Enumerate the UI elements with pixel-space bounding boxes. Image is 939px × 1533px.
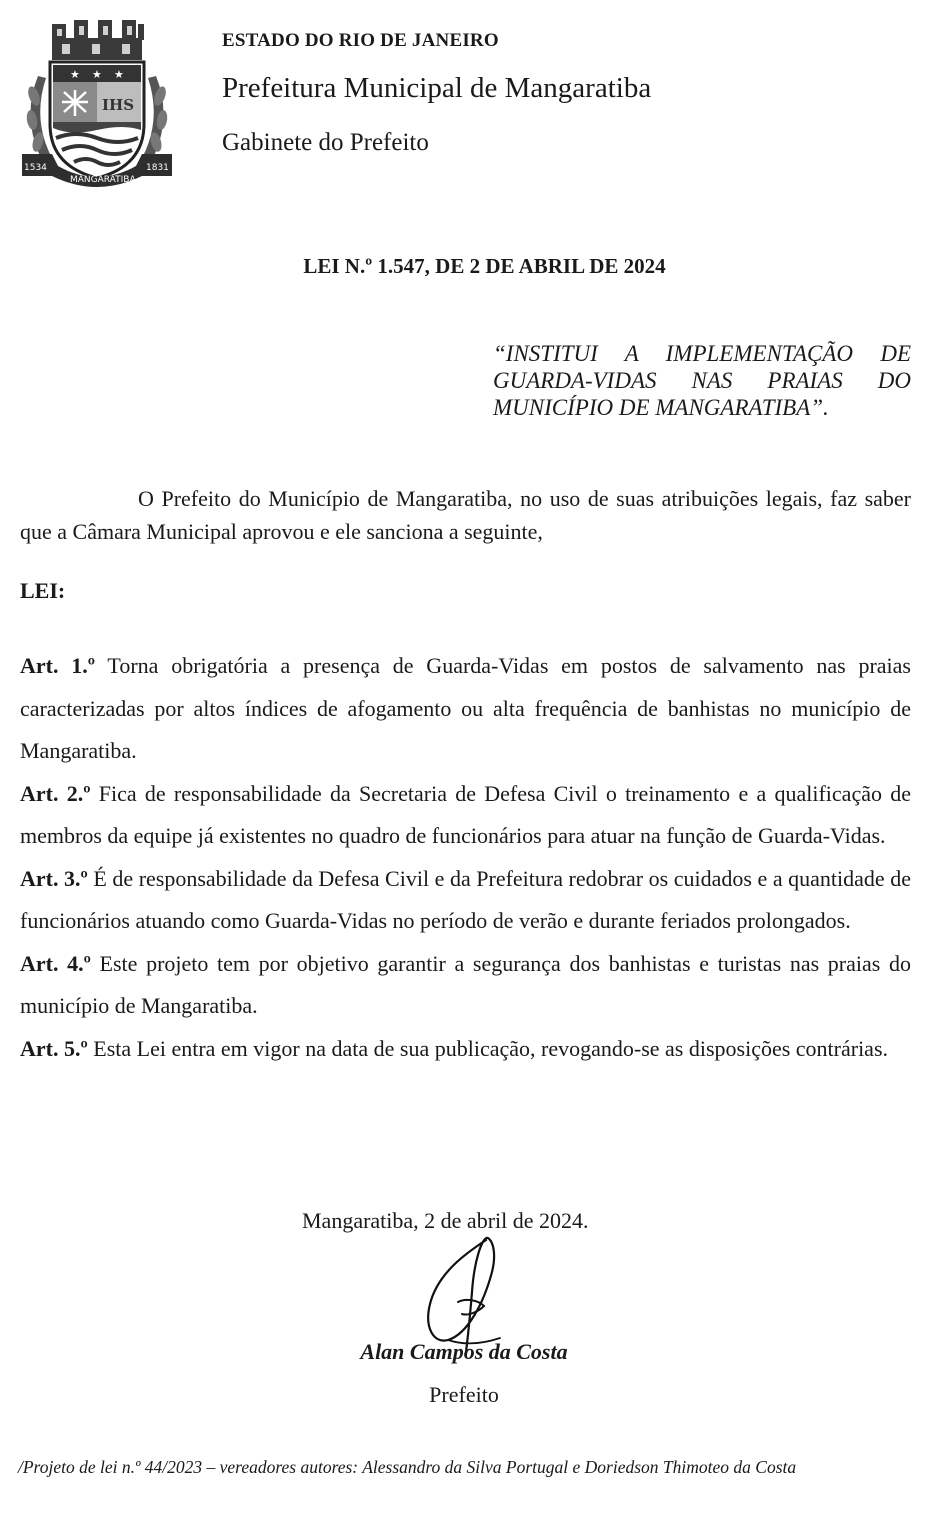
header-prefecture: Prefeitura Municipal de Mangaratiba bbox=[222, 72, 652, 104]
article-label: Art. 4.º bbox=[20, 950, 91, 976]
article-text: É de responsabilidade da Defesa Civil e da Prefeitura redobrar os cuidados e a quantidade de funcionários atuando como Guarda-Vidas no período de verão e durante feriados prolongados. bbox=[20, 865, 911, 933]
header-office: Gabinete do Prefeito bbox=[222, 129, 429, 156]
article bbox=[20, 645, 911, 773]
article bbox=[20, 1028, 911, 1071]
signer-name: Alan Campos da Costa bbox=[360, 1339, 568, 1364]
ementa-line: GUARDA-VIDAS NAS PRAIAS DO bbox=[493, 368, 911, 393]
coat-year-left: 1534 bbox=[24, 163, 47, 173]
article-label: Art. 2.º bbox=[20, 780, 91, 806]
lei-label: LEI: bbox=[20, 578, 66, 603]
svg-text:★: ★ bbox=[114, 68, 124, 81]
place-date: Mangaratiba, 2 de abril de 2024. bbox=[302, 1208, 589, 1233]
article-label: Art. 1.º bbox=[20, 653, 96, 678]
article bbox=[20, 773, 911, 858]
preamble: O Prefeito do Município de Mangaratiba, no uso de suas atribuições legais, faz saber que a Câmara Municipal aprovou e ele sanciona a seguinte, bbox=[20, 486, 911, 544]
header-state: ESTADO DO RIO DE JANEIRO bbox=[222, 30, 499, 51]
svg-text:★: ★ bbox=[70, 68, 80, 81]
ementa-line: MUNICÍPIO DE MANGARATIBA”. bbox=[493, 395, 829, 420]
law-ementa bbox=[493, 340, 911, 421]
signer-role: Prefeito bbox=[429, 1382, 499, 1407]
article-label: Art. 3.º bbox=[20, 865, 88, 891]
law-title: LEI N.º 1.547, DE 2 DE ABRIL DE 2024 bbox=[303, 254, 666, 278]
footnote: /Projeto de lei n.º 44/2023 – vereadores autores: Alessandro da Silva Portugal e Doriedson Thimoteo da Costa bbox=[18, 1457, 797, 1477]
article-text: Torna obrigatória a presença de Guarda-Vidas em postos de salvamento nas praias caracterizadas por altos índices de afogamento ou alta frequência de banhistas no município de Mangaratiba. bbox=[20, 653, 911, 763]
articles-list bbox=[20, 645, 911, 1070]
article-text: Fica de responsabilidade da Secretaria de Defesa Civil o treinamento e a qualificação de membros da equipe já existentes no quadro de funcionários para atuar na função de Guarda-Vidas. bbox=[20, 780, 911, 848]
article-text: Este projeto tem por objetivo garantir a segurança dos banhistas e turistas nas praias do município de Mangaratiba. bbox=[20, 950, 911, 1018]
svg-text:★: ★ bbox=[92, 68, 102, 81]
article-text: Esta Lei entra em vigor na data de sua publicação, revogando-se as disposições contrárias. bbox=[93, 1035, 889, 1061]
article bbox=[20, 858, 911, 943]
article bbox=[20, 943, 911, 1028]
coat-of-arms-icon bbox=[18, 16, 176, 192]
article-label: Art. 5.º bbox=[20, 1035, 88, 1061]
coat-year-right: 1831 bbox=[146, 163, 169, 173]
coat-banner-text: MANGARATIBA bbox=[70, 175, 136, 185]
svg-text:IHS: IHS bbox=[102, 96, 135, 114]
ementa-line: “INSTITUI A IMPLEMENTAÇÃO DE bbox=[493, 341, 911, 366]
